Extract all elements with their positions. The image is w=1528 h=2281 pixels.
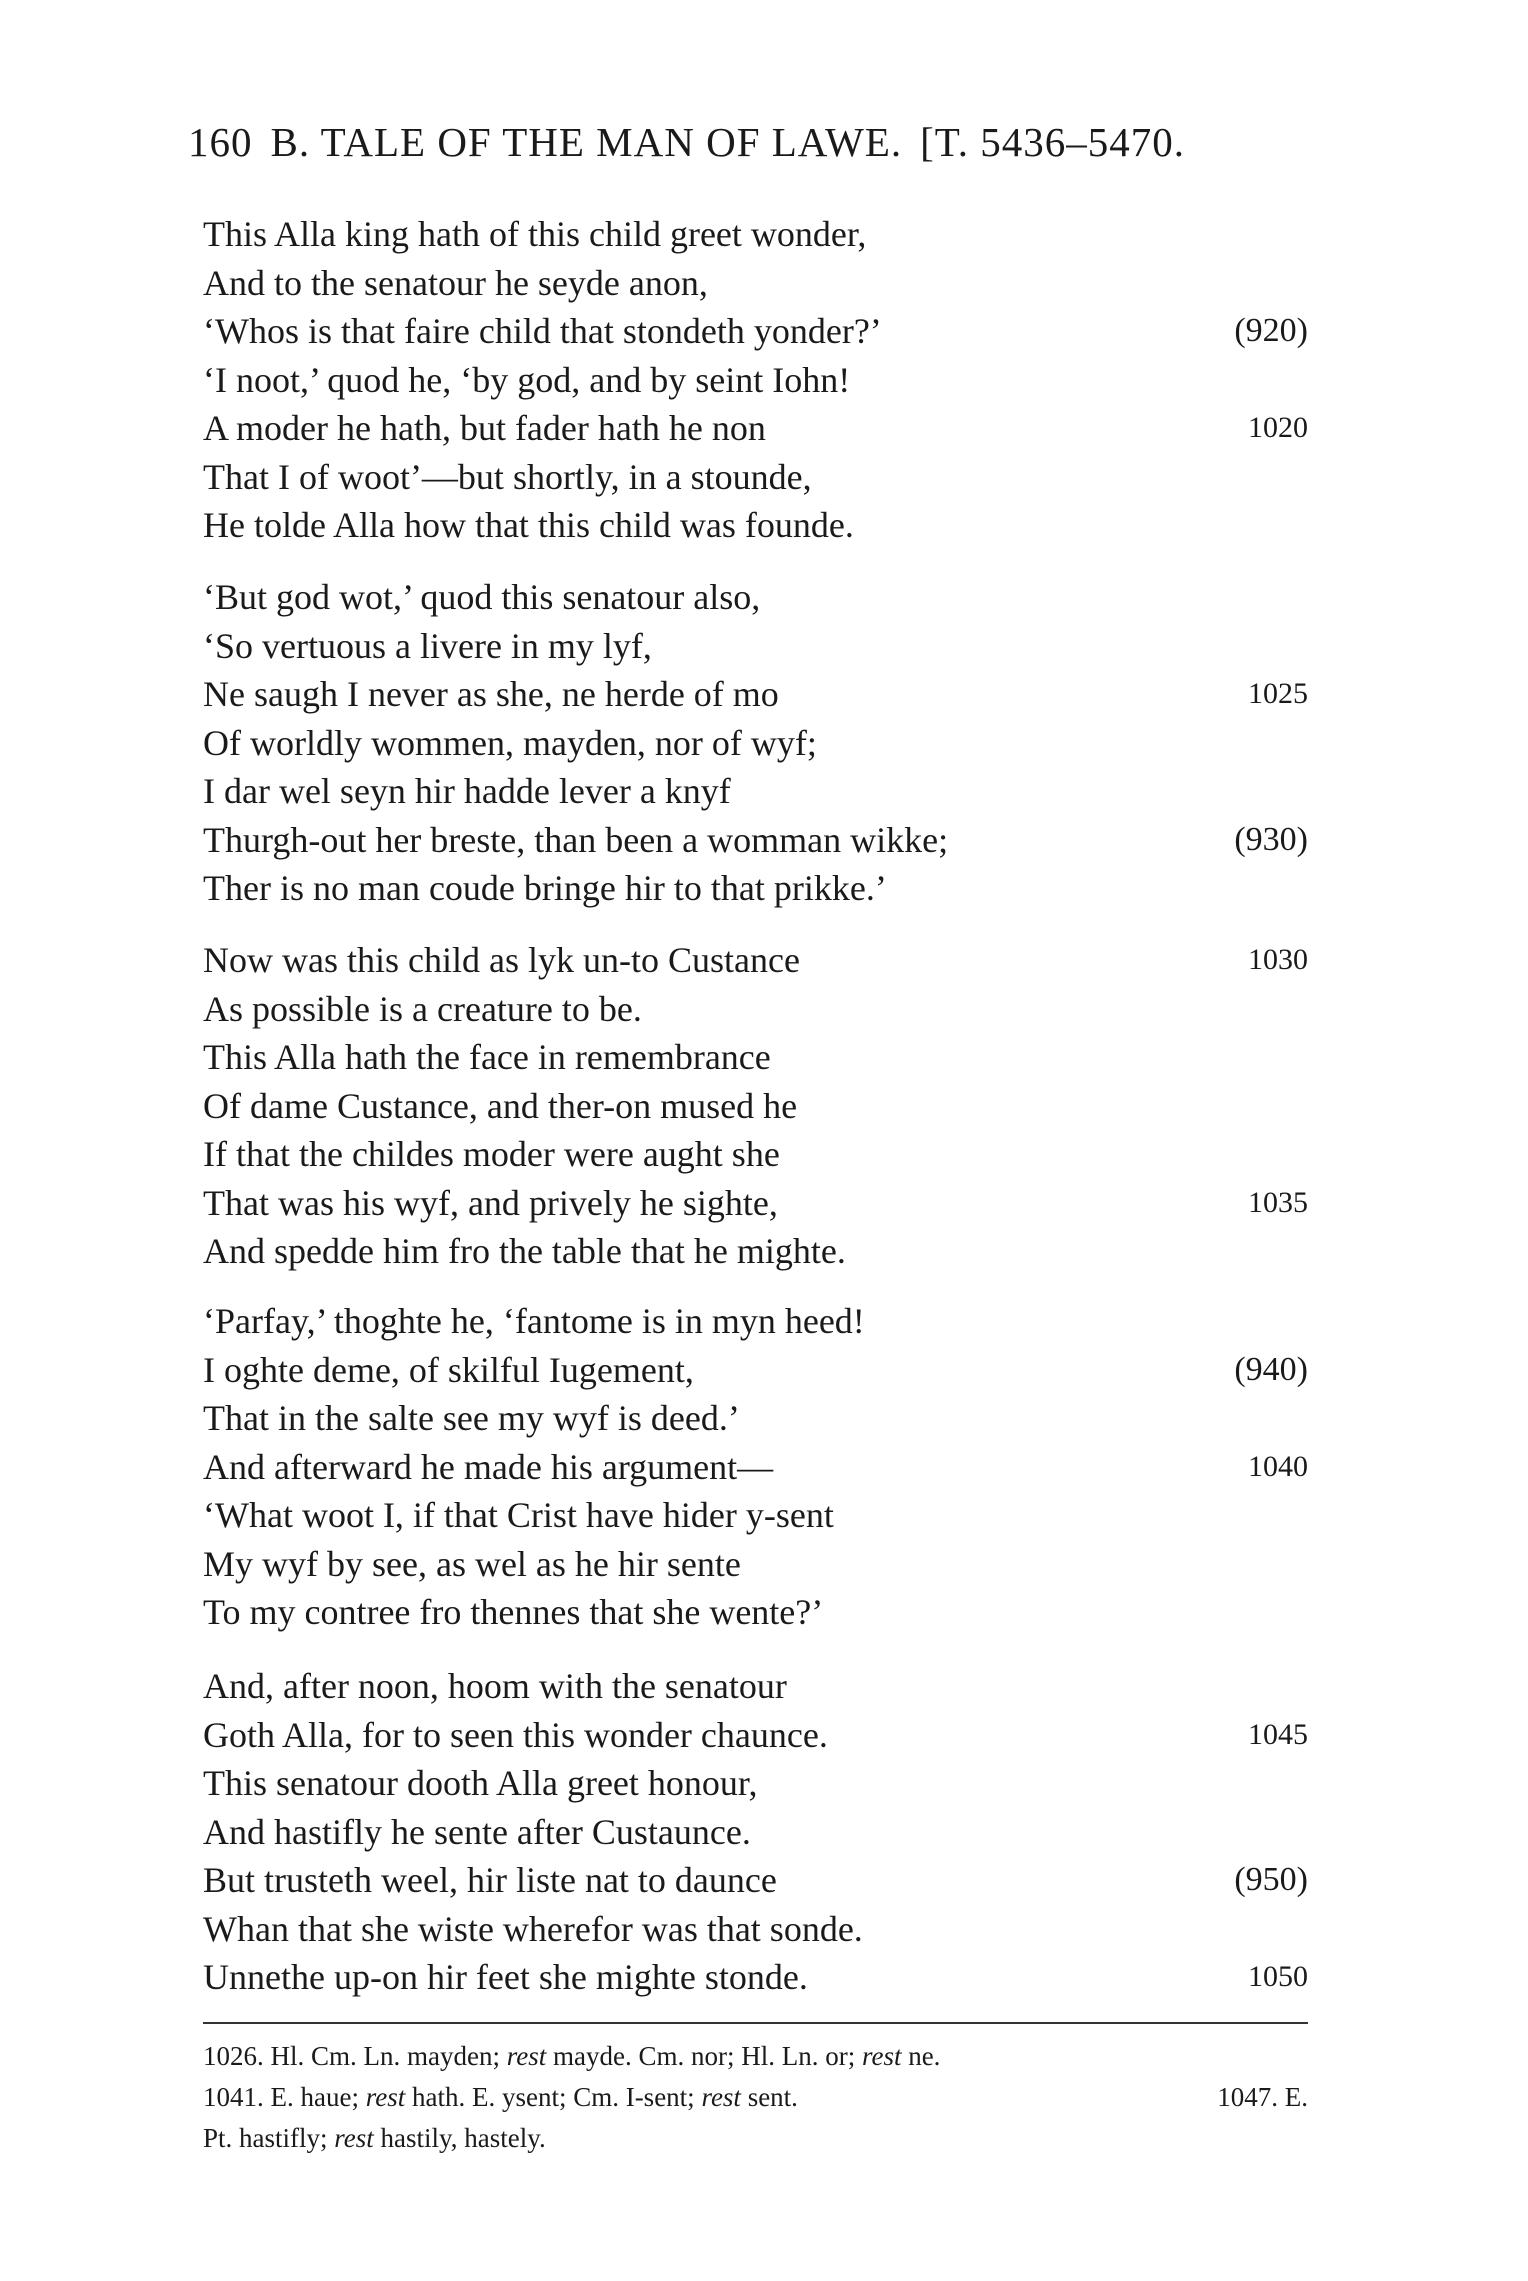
verse-line — [203, 1711, 1308, 1760]
verse-line — [203, 1179, 1308, 1228]
line-number: 1030 — [1248, 943, 1308, 976]
verse-text: ‘Whos is that faire child that stondeth yonder?’ — [203, 311, 882, 351]
line-number: 1020 — [1248, 411, 1308, 444]
verse-text: And hastifly he sente after Custaunce. — [203, 1811, 751, 1852]
footnote-line: Pt. hastifly; rest hastily, hastely. — [203, 2123, 546, 2153]
verse-text: ‘What woot I, if that Crist have hider y-sent — [203, 1495, 834, 1535]
verse-text: This Alla king hath of this child greet wonder, — [203, 214, 867, 254]
verse-line — [203, 622, 1308, 671]
verse-text: This Alla hath the face in remembrance — [203, 1037, 771, 1077]
tyrwhitt-reference: [T. 5436–5470. — [920, 119, 1186, 165]
verse-text: And, after noon, hoom with the senatour — [203, 1666, 787, 1706]
verse-text: To my contree fro thennes that she wente?’ — [203, 1592, 824, 1632]
verse-line — [203, 1856, 1308, 1905]
verse-line — [203, 1759, 1308, 1808]
verse-text: That was his wyf, and prively he sighte, — [203, 1182, 778, 1223]
section-title: B. TALE OF THE MAN OF LAWE. — [270, 119, 903, 165]
verse-line — [203, 985, 1308, 1034]
footnote-line: 1041. E. haue; rest hath. E. ysent; Cm. I-sent; rest sent. 1047. E. — [203, 2077, 1308, 2118]
verse-line — [203, 1082, 1308, 1131]
verse-text: Of dame Custance, and ther-on mused he — [203, 1085, 798, 1126]
verse-line — [203, 1443, 1308, 1492]
line-number: 1035 — [1248, 1185, 1308, 1219]
verse-line — [203, 1033, 1308, 1082]
verse-text: ‘Parfay,’ thoghte he, ‘fantome is in myn heed! — [203, 1301, 865, 1341]
verse-line — [203, 573, 1308, 622]
verse-text: Now was this child as lyk un-to Custance — [203, 940, 800, 980]
verse-line — [203, 210, 1308, 259]
line-number: (920) — [1234, 312, 1308, 349]
verse-line — [203, 259, 1308, 308]
verse-line — [203, 356, 1308, 405]
verse-line — [203, 1953, 1308, 2002]
verse-text: Of worldly wommen, mayden, nor of wyf; — [203, 722, 817, 763]
verse-line — [203, 1394, 1308, 1443]
verse-line — [203, 767, 1308, 816]
line-number: 1040 — [1248, 1449, 1308, 1483]
verse-line — [203, 670, 1308, 719]
stanza — [203, 936, 1308, 1276]
verse-text: And afterward he made his argument— — [203, 1446, 774, 1487]
stanza — [203, 210, 1308, 550]
verse-text: Goth Alla, for to seen this wonder chaunce. — [203, 1714, 828, 1755]
verse-line — [203, 936, 1308, 985]
verse-text: And spedde him fro the table that he mighte. — [203, 1231, 846, 1271]
verse-text: And to the senatour he seyde anon, — [203, 262, 708, 303]
line-number: (950) — [1234, 1861, 1308, 1898]
verse-text: He tolde Alla how that this child was founde. — [203, 505, 854, 545]
line-number: 1025 — [1248, 677, 1308, 710]
verse-text: Whan that she wiste wherefor was that sonde. — [203, 1908, 863, 1949]
footnote-line: 1026. Hl. Cm. Ln. mayden; rest mayde. Cm. nor; Hl. Ln. or; rest ne. — [203, 2041, 941, 2071]
verse-line — [203, 1808, 1308, 1857]
line-number: (930) — [1234, 820, 1308, 858]
verse-text: My wyf by see, as wel as he hir sente — [203, 1543, 741, 1584]
verse-line — [203, 501, 1308, 550]
verse-line — [203, 1346, 1308, 1395]
page-number: 160 — [188, 119, 253, 165]
verse-line — [203, 1297, 1308, 1346]
verse-line — [203, 864, 1308, 913]
verse-text: That in the salte see my wyf is deed.’ — [203, 1398, 740, 1438]
footnote-ref: 1047. E. — [1217, 2082, 1308, 2112]
verse-line — [203, 404, 1308, 453]
line-number: (940) — [1234, 1350, 1308, 1388]
verse-line — [203, 816, 1308, 865]
verse-line — [203, 1130, 1308, 1179]
verse-line — [203, 1491, 1308, 1540]
verse-text: Thurgh-out her breste, than been a womman wikke; — [203, 819, 949, 860]
verse-text: That I of woot’—but shortly, in a stounde, — [203, 456, 812, 497]
verse-line — [203, 1588, 1308, 1637]
verse-text: This senatour dooth Alla greet honour, — [203, 1763, 758, 1803]
verse-line — [203, 453, 1308, 502]
verse-text: I oghte deme, of skilful Iugement, — [203, 1349, 694, 1390]
verse-line — [203, 1662, 1308, 1711]
verse-line — [203, 307, 1308, 356]
verse-line — [203, 1905, 1308, 1954]
verse-text: Ther is no man coude bringe hir to that prikke.’ — [203, 868, 887, 908]
verse-text: I dar wel seyn hir hadde lever a knyf — [203, 771, 731, 811]
verse-text: Unnethe up-on hir feet she mighte stonde. — [203, 1957, 808, 1997]
verse-text: But trusteth weel, hir liste nat to daunce — [203, 1860, 777, 1900]
verse-text: ‘I noot,’ quod he, ‘by god, and by seint Iohn! — [203, 359, 851, 400]
stanza — [203, 1662, 1308, 2002]
verse-text: A moder he hath, but fader hath he non — [203, 408, 766, 448]
verse-text: ‘So vertuous a livere in my lyf, — [203, 625, 652, 666]
verse-text: ‘But god wot,’ quod this senatour also, — [203, 577, 761, 617]
verse-line — [203, 1227, 1308, 1276]
footnote-rule — [203, 2022, 1308, 2024]
stanza — [203, 1297, 1308, 1637]
verse-line — [203, 1540, 1308, 1589]
line-number: 1050 — [1248, 1960, 1308, 1993]
verse-line — [203, 719, 1308, 768]
verse-text: As possible is a creature to be. — [203, 988, 642, 1029]
verse-text: Ne saugh I never as she, ne herde of mo — [203, 674, 779, 714]
verse-text: If that the childes moder were aught she — [203, 1134, 780, 1174]
line-number: 1045 — [1248, 1717, 1308, 1751]
footnotes — [203, 2036, 1308, 2159]
stanza — [203, 573, 1308, 913]
running-header — [188, 118, 1308, 166]
